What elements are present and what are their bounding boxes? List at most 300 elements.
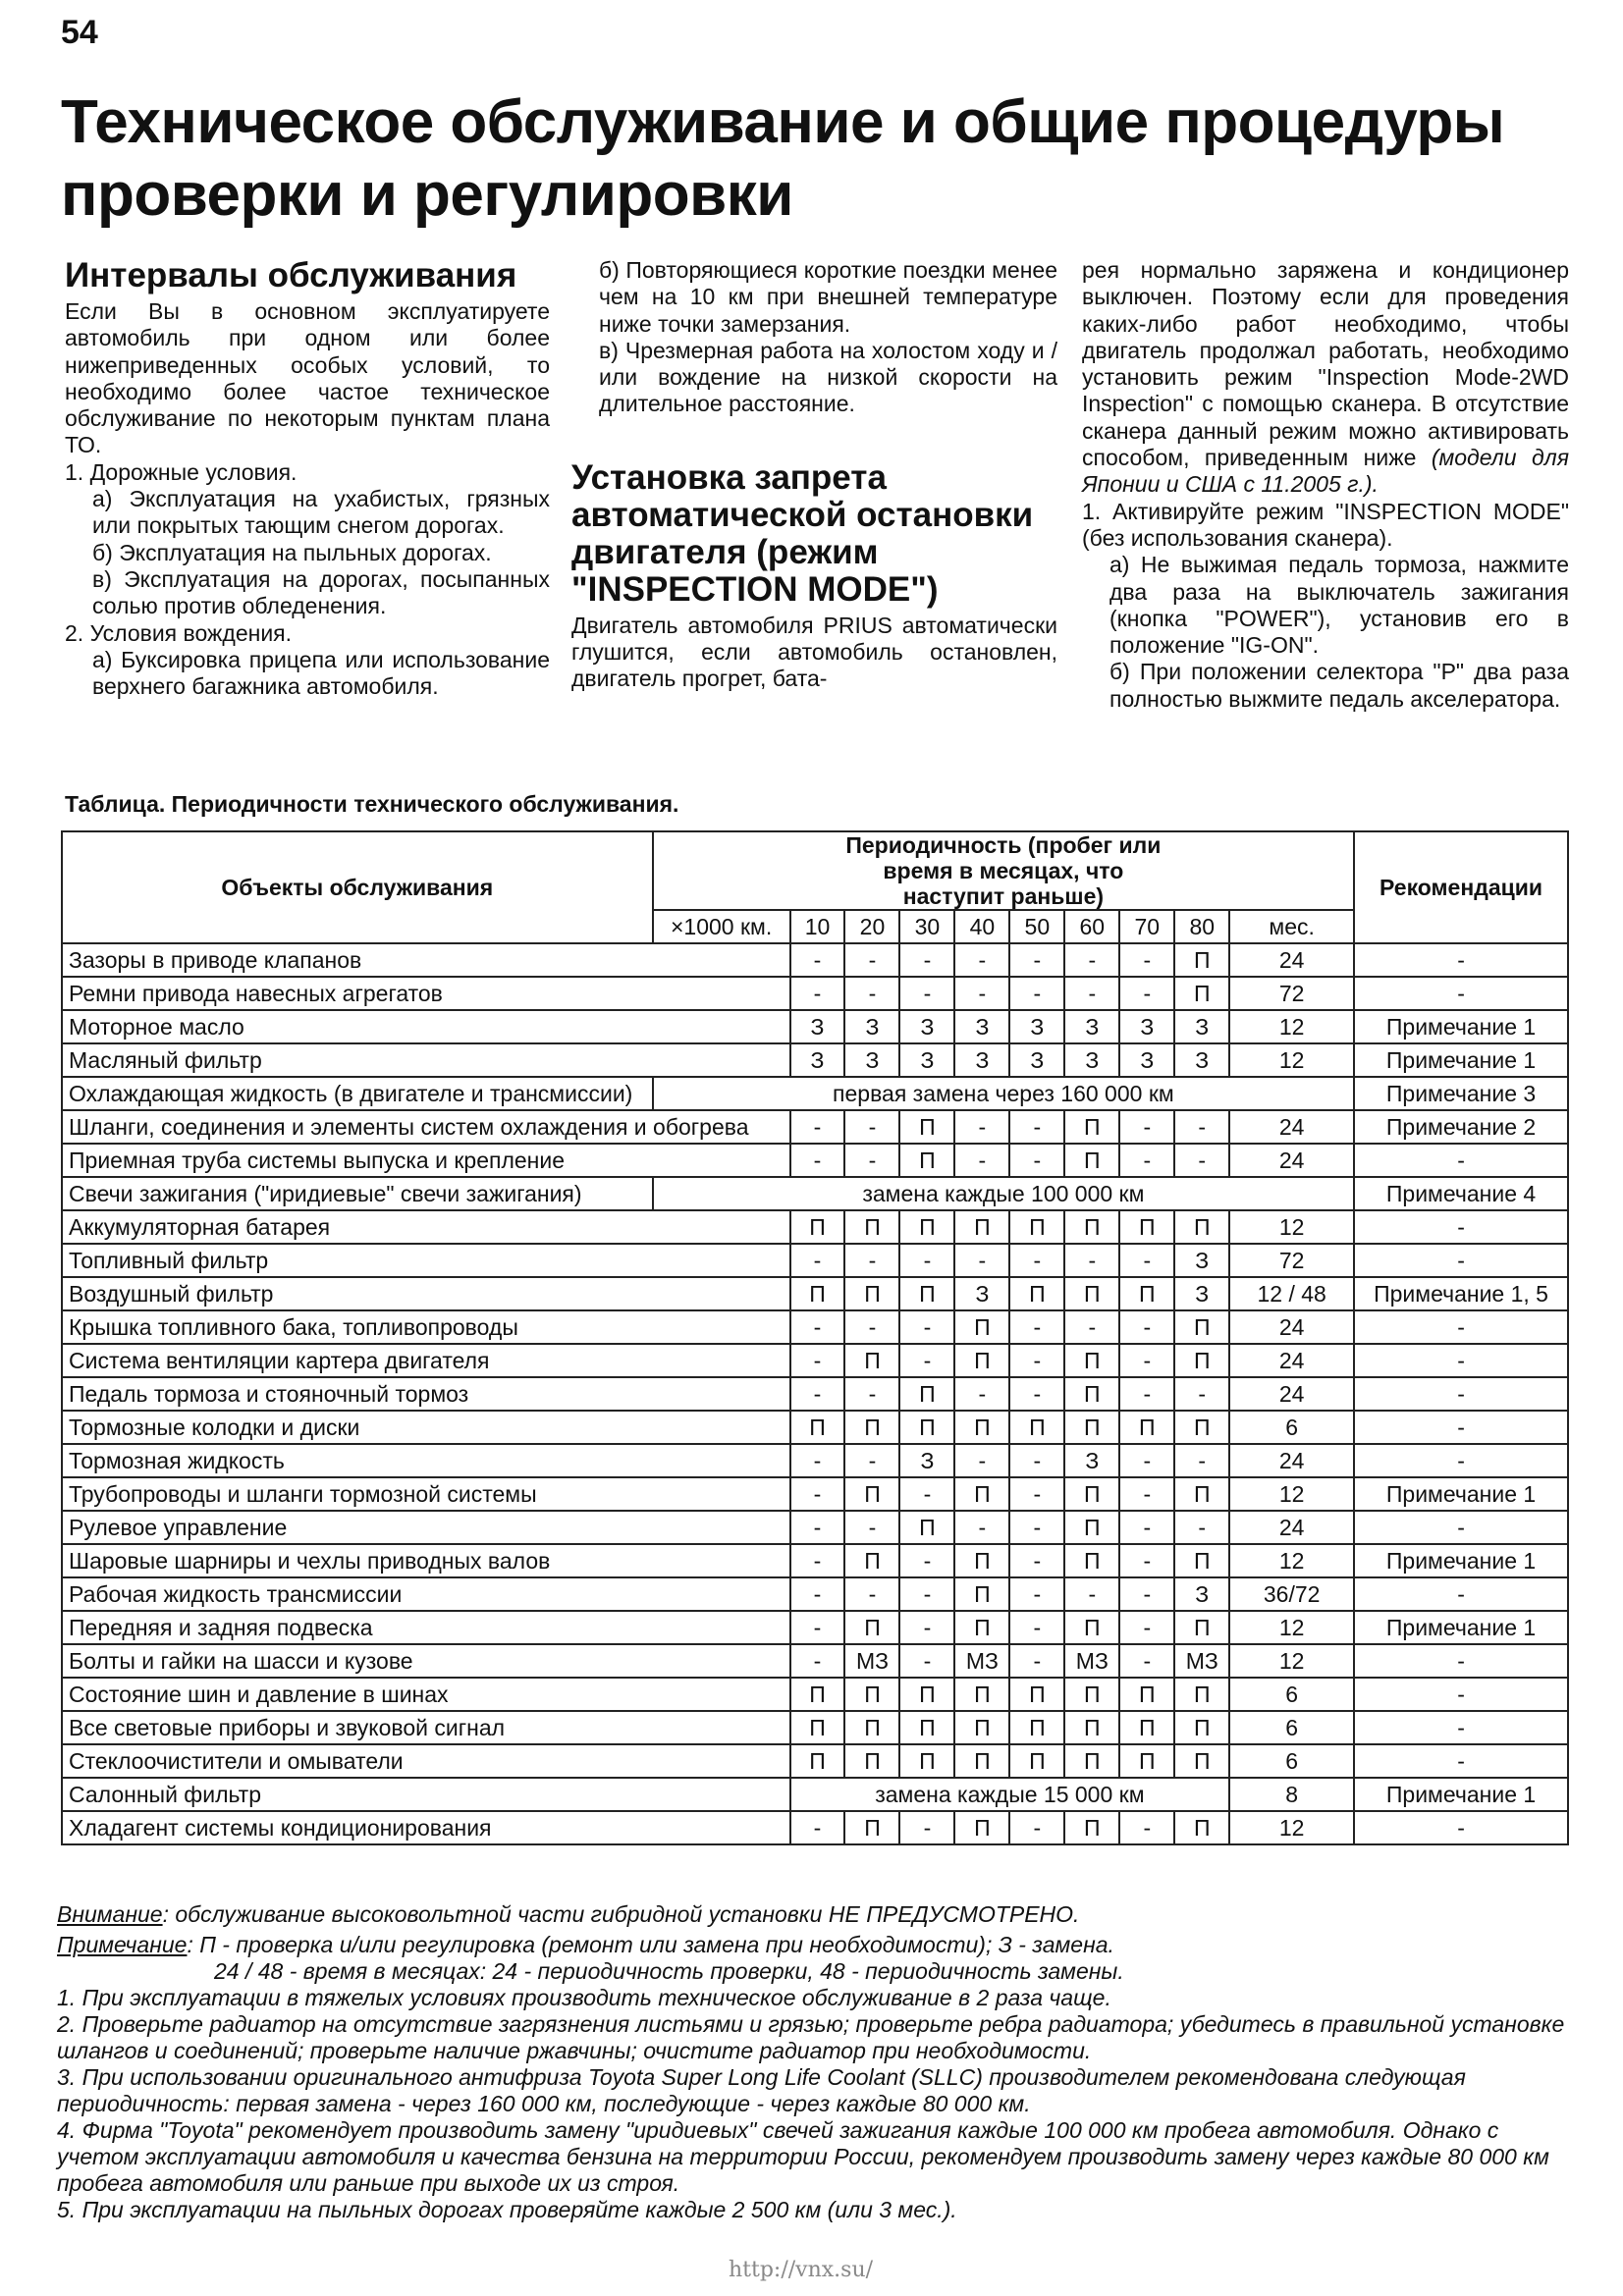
footnote-3: 3. При использовании оригинального антифриза Toyota Super Long Life Coolant (SLLC) производителем рекомендована следующая периодичность: первая замена - через 160 000 км, последующие - через каждые 80 000 км. [57, 2064, 1466, 2116]
interval-cell: П [1064, 1377, 1119, 1411]
interval-cell: П [1064, 1110, 1119, 1144]
interval-cell: - [1119, 1444, 1174, 1477]
interval-cell: П [790, 1210, 845, 1244]
table-row [62, 1077, 1568, 1110]
months-value: 12 / 48 [1229, 1277, 1354, 1310]
footnote-1: 1. При эксплуатации в тяжелых условиях производить техническое обслуживание в 2 раза чаще. [57, 1985, 1111, 2010]
months-value: 6 [1229, 1711, 1354, 1744]
interval-cell: - [1119, 1811, 1174, 1844]
interval-cell: - [954, 1444, 1009, 1477]
interval-cell: П [844, 1477, 899, 1511]
interval-cell: П [1174, 1210, 1229, 1244]
interval-cell: - [790, 1577, 845, 1611]
header-months: мес. [1229, 910, 1354, 943]
table-row [62, 1210, 1568, 1244]
months-value: 12 [1229, 1043, 1354, 1077]
interval-cell: З [899, 1010, 954, 1043]
interval-cell: МЗ [954, 1644, 1009, 1678]
interval-cell: П [1009, 1277, 1064, 1310]
item-name: Педаль тормоза и стояночный тормоз [62, 1377, 790, 1411]
interval-span: замена каждые 15 000 км [790, 1778, 1230, 1811]
months-value: 12 [1229, 1811, 1354, 1844]
table-row [62, 1344, 1568, 1377]
interval-cell: П [899, 1377, 954, 1411]
recommendation: Примечание 3 [1354, 1077, 1568, 1110]
interval-cell: - [1119, 1477, 1174, 1511]
interval-cell: П [954, 1811, 1009, 1844]
interval-cell: - [844, 1110, 899, 1144]
interval-cell: З [1174, 1277, 1229, 1310]
interval-cell: - [1119, 1144, 1174, 1177]
interval-cell: П [954, 1577, 1009, 1611]
interval-cell: - [844, 977, 899, 1010]
interval-cell: П [1064, 1477, 1119, 1511]
interval-cell: П [954, 1744, 1009, 1778]
interval-cell: З [1174, 1043, 1229, 1077]
item-name: Шаровые шарниры и чехлы приводных валов [62, 1544, 790, 1577]
interval-cell: - [954, 1377, 1009, 1411]
table-row [62, 1010, 1568, 1043]
paragraph [1082, 257, 1569, 499]
interval-cell: - [899, 1811, 954, 1844]
interval-cell: - [1174, 1377, 1229, 1411]
interval-cell: - [1009, 1444, 1064, 1477]
item-name: Болты и гайки на шасси и кузове [62, 1644, 790, 1678]
interval-cell: - [844, 1511, 899, 1544]
interval-cell: - [899, 943, 954, 977]
interval-cell: П [954, 1310, 1009, 1344]
maintenance-schedule-table [61, 830, 1569, 1845]
interval-cell: П [1174, 1744, 1229, 1778]
recommendation: - [1354, 1511, 1568, 1544]
interval-cell: П [1174, 1344, 1229, 1377]
interval-cell: П [1064, 1210, 1119, 1244]
interval-cell: П [899, 1678, 954, 1711]
table-row [62, 1310, 1568, 1344]
interval-cell: - [899, 1544, 954, 1577]
table-row [62, 1444, 1568, 1477]
table-row [62, 1577, 1568, 1611]
interval-cell: П [1174, 1477, 1229, 1511]
item-name: Крышка топливного бака, топливопроводы [62, 1310, 790, 1344]
interval-cell: - [790, 1477, 845, 1511]
interval-cell: - [844, 1444, 899, 1477]
table-row [62, 1544, 1568, 1577]
column-2 [571, 257, 1057, 693]
item-name: Ремни привода навесных агрегатов [62, 977, 790, 1010]
interval-cell: З [899, 1043, 954, 1077]
interval-cell: - [954, 1144, 1009, 1177]
recommendation: Примечание 2 [1354, 1110, 1568, 1144]
interval-cell: П [1174, 1811, 1229, 1844]
list-item: б) При положении селектора "P" два раза полностью выжмите педаль акселератора. [1109, 659, 1569, 712]
interval-cell: П [899, 1711, 954, 1744]
recommendation: - [1354, 1444, 1568, 1477]
interval-cell: - [790, 1511, 845, 1544]
interval-cell: - [790, 1644, 845, 1678]
recommendation: - [1354, 1210, 1568, 1244]
table-row [62, 1711, 1568, 1744]
months-value: 12 [1229, 1644, 1354, 1678]
interval-cell: - [1119, 1377, 1174, 1411]
months-value: 24 [1229, 1144, 1354, 1177]
interval-cell: - [1009, 1477, 1064, 1511]
table-row [62, 1511, 1568, 1544]
interval-cell: - [1064, 1577, 1119, 1611]
item-name: Зазоры в приводе клапанов [62, 943, 790, 977]
interval-cell: - [899, 1477, 954, 1511]
interval-cell: - [790, 1344, 845, 1377]
interval-cell: П [1009, 1678, 1064, 1711]
list-item: 1. Дорожные условия. [65, 458, 298, 485]
interval-cell: З [954, 1043, 1009, 1077]
interval-cell: П [1064, 1744, 1119, 1778]
item-name: Тормозная жидкость [62, 1444, 790, 1477]
interval-cell: П [1174, 1310, 1229, 1344]
interval-cell: П [954, 1344, 1009, 1377]
interval-cell: - [1064, 1244, 1119, 1277]
months-value: 72 [1229, 977, 1354, 1010]
months-value: 24 [1229, 1310, 1354, 1344]
list-item: б) Эксплуатация на пыльных дорогах. [92, 539, 492, 565]
interval-cell: - [844, 1144, 899, 1177]
interval-cell: П [1064, 1711, 1119, 1744]
recommendation: - [1354, 1678, 1568, 1711]
interval-cell: П [954, 1477, 1009, 1511]
table-row [62, 1110, 1568, 1144]
interval-cell: - [899, 1244, 954, 1277]
interval-cell: З [844, 1010, 899, 1043]
interval-cell: - [954, 1244, 1009, 1277]
table-row [62, 1277, 1568, 1310]
interval-cell: - [1064, 943, 1119, 977]
table-row [62, 1778, 1568, 1811]
interval-cell: П [1064, 1144, 1119, 1177]
interval-cell: П [844, 1544, 899, 1577]
recommendation: Примечание 1 [1354, 1477, 1568, 1511]
recommendation: Примечание 1 [1354, 1544, 1568, 1577]
interval-cell: - [899, 1344, 954, 1377]
footnote-5: 5. При эксплуатации на пыльных дорогах проверяйте каждые 2 500 км (или 3 мес.). [57, 2197, 957, 2222]
months-value: 72 [1229, 1244, 1354, 1277]
paragraph-italic: (модели для Японии и США с 11.2005 г.). [1082, 445, 1569, 498]
interval-cell: З [1119, 1043, 1174, 1077]
interval-cell: - [790, 1144, 845, 1177]
interval-cell: - [790, 1110, 845, 1144]
interval-cell: П [1009, 1711, 1064, 1744]
interval-cell: П [899, 1511, 954, 1544]
section-heading-intervals: Интервалы обслуживания [65, 256, 517, 294]
section-heading-inspection-mode: Установка запрета автоматической остановки двигателя (режим "INSPECTION MODE") [571, 457, 1034, 609]
interval-cell: - [1009, 1611, 1064, 1644]
months-value: 24 [1229, 1344, 1354, 1377]
table-row [62, 1244, 1568, 1277]
interval-cell: П [844, 1744, 899, 1778]
interval-cell: - [790, 1811, 845, 1844]
interval-cell: П [844, 1611, 899, 1644]
interval-cell: П [1064, 1611, 1119, 1644]
interval-cell: - [1119, 1511, 1174, 1544]
column-3 [1082, 257, 1569, 713]
list-item: б) Повторяющиеся короткие поездки менее чем на 10 км при внешней температуре ниже точки замерзания. [599, 257, 1057, 337]
interval-cell: - [1064, 1310, 1119, 1344]
months-value: 24 [1229, 943, 1354, 977]
interval-cell: П [899, 1277, 954, 1310]
table-row [62, 1177, 1568, 1210]
interval-cell: - [1119, 1544, 1174, 1577]
interval-cell: П [1174, 943, 1229, 977]
months-value: 8 [1229, 1778, 1354, 1811]
interval-cell: П [954, 1411, 1009, 1444]
interval-cell: - [844, 1577, 899, 1611]
table-row [62, 1411, 1568, 1444]
interval-cell: П [1174, 1711, 1229, 1744]
months-value: 12 [1229, 1544, 1354, 1577]
header-km-70: 70 [1119, 910, 1174, 943]
header-objects: Объекты обслуживания [62, 831, 653, 943]
months-value: 24 [1229, 1444, 1354, 1477]
interval-cell: - [844, 943, 899, 977]
interval-cell: П [1064, 1678, 1119, 1711]
table-row [62, 1811, 1568, 1844]
recommendation: - [1354, 1144, 1568, 1177]
interval-cell: - [899, 977, 954, 1010]
interval-cell: П [1064, 1277, 1119, 1310]
interval-cell: - [1119, 1110, 1174, 1144]
interval-cell: - [899, 1577, 954, 1611]
months-value: 24 [1229, 1377, 1354, 1411]
interval-cell: П [1009, 1411, 1064, 1444]
header-km-50: 50 [1009, 910, 1064, 943]
interval-cell: - [790, 1611, 845, 1644]
interval-cell: З [1009, 1043, 1064, 1077]
interval-cell: - [1009, 977, 1064, 1010]
interval-cell: - [844, 1310, 899, 1344]
paragraph: Если Вы в основном эксплуатируете автомобиль при одном или более нижеприведенных особых условий, то необходимо более частое техническое обслуживание по некоторым пунктам плана ТО. [65, 298, 550, 458]
interval-cell: П [954, 1678, 1009, 1711]
item-name: Аккумуляторная батарея [62, 1210, 790, 1244]
table-caption: Таблица. Периодичности технического обслуживания. [65, 791, 679, 817]
months-value: 24 [1229, 1110, 1354, 1144]
interval-span: первая замена через 160 000 км [653, 1077, 1354, 1110]
months-value: 24 [1229, 1511, 1354, 1544]
interval-cell: П [790, 1277, 845, 1310]
interval-cell: П [844, 1277, 899, 1310]
item-name: Стеклоочистители и омыватели [62, 1744, 790, 1778]
item-name: Топливный фильтр [62, 1244, 790, 1277]
interval-cell: П [954, 1210, 1009, 1244]
interval-cell: П [1064, 1811, 1119, 1844]
months-value: 12 [1229, 1611, 1354, 1644]
months-value: 12 [1229, 1010, 1354, 1043]
header-km-30: 30 [899, 910, 954, 943]
list-item: 2. Условия вождения. [65, 619, 293, 646]
header-periodicity: Периодичность (пробег или время в месяцах, что наступит раньше) [653, 831, 1354, 910]
interval-cell: П [954, 1711, 1009, 1744]
recommendation: - [1354, 943, 1568, 977]
item-name: Хладагент системы кондиционирования [62, 1811, 790, 1844]
months-value: 6 [1229, 1411, 1354, 1444]
interval-cell: - [1064, 977, 1119, 1010]
attention-text: : обслуживание высоковольтной части гибридной установки НЕ ПРЕДУСМОТРЕНО. [162, 1901, 1080, 1927]
recommendation: - [1354, 1377, 1568, 1411]
legend-note [57, 1932, 1574, 1958]
interval-cell: П [899, 1411, 954, 1444]
interval-cell: П [1174, 1678, 1229, 1711]
interval-cell: З [1064, 1010, 1119, 1043]
table-row [62, 1611, 1568, 1644]
interval-cell: - [1009, 1511, 1064, 1544]
interval-cell: - [1009, 1310, 1064, 1344]
page-number: 54 [61, 14, 98, 51]
interval-cell: З [899, 1444, 954, 1477]
months-value: 12 [1229, 1210, 1354, 1244]
item-name: Шланги, соединения и элементы систем охлаждения и обогрева [62, 1110, 790, 1144]
interval-cell: П [790, 1744, 845, 1778]
interval-cell: П [1119, 1277, 1174, 1310]
item-name: Моторное масло [62, 1010, 790, 1043]
interval-cell: З [1064, 1043, 1119, 1077]
interval-cell: - [1119, 1244, 1174, 1277]
recommendation: Примечание 1 [1354, 1043, 1568, 1077]
table-row [62, 943, 1568, 977]
interval-cell: П [844, 1678, 899, 1711]
interval-cell: З [790, 1010, 845, 1043]
interval-cell: П [1009, 1744, 1064, 1778]
interval-cell: - [1009, 1344, 1064, 1377]
interval-cell: П [1064, 1344, 1119, 1377]
interval-cell: З [1119, 1010, 1174, 1043]
interval-cell: - [1119, 1644, 1174, 1678]
interval-cell: П [844, 1811, 899, 1844]
interval-cell: П [899, 1210, 954, 1244]
interval-cell: П [790, 1711, 845, 1744]
interval-cell: З [1064, 1444, 1119, 1477]
recommendation: - [1354, 1344, 1568, 1377]
table-row [62, 1744, 1568, 1778]
interval-cell: П [1174, 1544, 1229, 1577]
interval-cell: П [790, 1411, 845, 1444]
recommendation: Примечание 1 [1354, 1611, 1568, 1644]
months-value: 12 [1229, 1477, 1354, 1511]
interval-cell: - [790, 1377, 845, 1411]
interval-cell: - [954, 977, 1009, 1010]
header-km-20: 20 [844, 910, 899, 943]
interval-cell: - [1009, 1144, 1064, 1177]
recommendation: - [1354, 1811, 1568, 1844]
item-name: Свечи зажигания ("иридиевые" свечи зажигания) [62, 1177, 653, 1210]
paragraph-text: рея нормально заряжена и кондиционер выключен. Поэтому если для проведения каких-либо работ необходимо, чтобы двигатель продолжал работать, необходимо установить режим "Inspection Mode-2WD Inspection" с помощью сканера. В отсутствие сканера данный режим можно активировать способом, приведенным ниже [1082, 257, 1569, 471]
recommendation: Примечание 1 [1354, 1778, 1568, 1811]
interval-cell: - [1174, 1110, 1229, 1144]
interval-cell: - [1119, 1344, 1174, 1377]
interval-cell: - [899, 1310, 954, 1344]
table-row [62, 1043, 1568, 1077]
recommendation: - [1354, 1744, 1568, 1778]
interval-cell: - [1119, 1611, 1174, 1644]
attention-label: Внимание [57, 1901, 163, 1927]
interval-cell: - [790, 943, 845, 977]
interval-cell: - [790, 1444, 845, 1477]
interval-cell: - [1009, 1644, 1064, 1678]
interval-cell: - [844, 1377, 899, 1411]
item-name: Воздушный фильтр [62, 1277, 790, 1310]
interval-cell: МЗ [1174, 1644, 1229, 1678]
interval-cell: П [844, 1711, 899, 1744]
interval-cell: - [1174, 1444, 1229, 1477]
interval-cell: П [844, 1411, 899, 1444]
interval-cell: П [790, 1678, 845, 1711]
attention-note [57, 1901, 1574, 1928]
table-row [62, 1144, 1568, 1177]
interval-cell: П [954, 1611, 1009, 1644]
interval-cell: П [1009, 1210, 1064, 1244]
interval-cell: З [954, 1277, 1009, 1310]
interval-cell: МЗ [1064, 1644, 1119, 1678]
interval-cell: - [790, 1544, 845, 1577]
item-name: Тормозные колодки и диски [62, 1411, 790, 1444]
interval-cell: П [1174, 1611, 1229, 1644]
months-value: 6 [1229, 1744, 1354, 1778]
item-name: Состояние шин и давление в шинах [62, 1678, 790, 1711]
recommendation: - [1354, 1310, 1568, 1344]
list-item: а) Буксировка прицепа или использование верхнего багажника автомобиля. [92, 646, 550, 700]
table-row [62, 1678, 1568, 1711]
interval-cell: З [844, 1043, 899, 1077]
item-name: Приемная труба системы выпуска и крепление [62, 1144, 790, 1177]
item-name: Салонный фильтр [62, 1778, 790, 1811]
interval-cell: П [1119, 1744, 1174, 1778]
interval-cell: П [1064, 1544, 1119, 1577]
interval-cell: П [1064, 1411, 1119, 1444]
interval-cell: - [1119, 1310, 1174, 1344]
interval-cell: П [1119, 1411, 1174, 1444]
item-name: Охлаждающая жидкость (в двигателе и трансмиссии) [62, 1077, 653, 1110]
months-value: 6 [1229, 1678, 1354, 1711]
interval-cell: - [1009, 1377, 1064, 1411]
interval-cell: - [954, 943, 1009, 977]
table-row [62, 977, 1568, 1010]
interval-cell: П [1174, 977, 1229, 1010]
months-value: 36/72 [1229, 1577, 1354, 1611]
recommendation: - [1354, 1644, 1568, 1678]
interval-cell: П [1064, 1511, 1119, 1544]
recommendation: Примечание 1 [1354, 1010, 1568, 1043]
interval-cell: З [954, 1010, 1009, 1043]
footer-watermark-url: http://vnx.su/ [729, 2258, 874, 2282]
interval-cell: - [790, 1310, 845, 1344]
interval-cell: - [1009, 1244, 1064, 1277]
interval-cell: МЗ [844, 1644, 899, 1678]
recommendation: Примечание 1, 5 [1354, 1277, 1568, 1310]
item-name: Рулевое управление [62, 1511, 790, 1544]
header-km-40: 40 [954, 910, 1009, 943]
interval-cell: - [1009, 1811, 1064, 1844]
interval-cell: П [899, 1110, 954, 1144]
table-row [62, 1477, 1568, 1511]
interval-cell: - [790, 977, 845, 1010]
interval-cell: - [1009, 1110, 1064, 1144]
list-item: в) Эксплуатация на дорогах, посыпанных солью против обледенения. [92, 565, 550, 619]
item-name: Рабочая жидкость трансмиссии [62, 1577, 790, 1611]
footnote-4: 4. Фирма "Toyota" рекомендует производить замену "иридиевых" свечей зажигания каждые 100 000 км пробега автомобиля. Однако с учетом эксплуатации автомобиля и качества бензина на территории России, рекомендуем производить замену через каждые 80 000 км пробега автомобиля или раньше при выходе их из строя. [57, 2117, 1549, 2196]
interval-cell: З [790, 1043, 845, 1077]
table-row [62, 1644, 1568, 1678]
page-title: Техническое обслуживание и общие процедуры проверки и регулировки [61, 88, 1505, 229]
header-km-80: 80 [1174, 910, 1229, 943]
interval-cell: - [899, 1611, 954, 1644]
interval-cell: П [844, 1344, 899, 1377]
